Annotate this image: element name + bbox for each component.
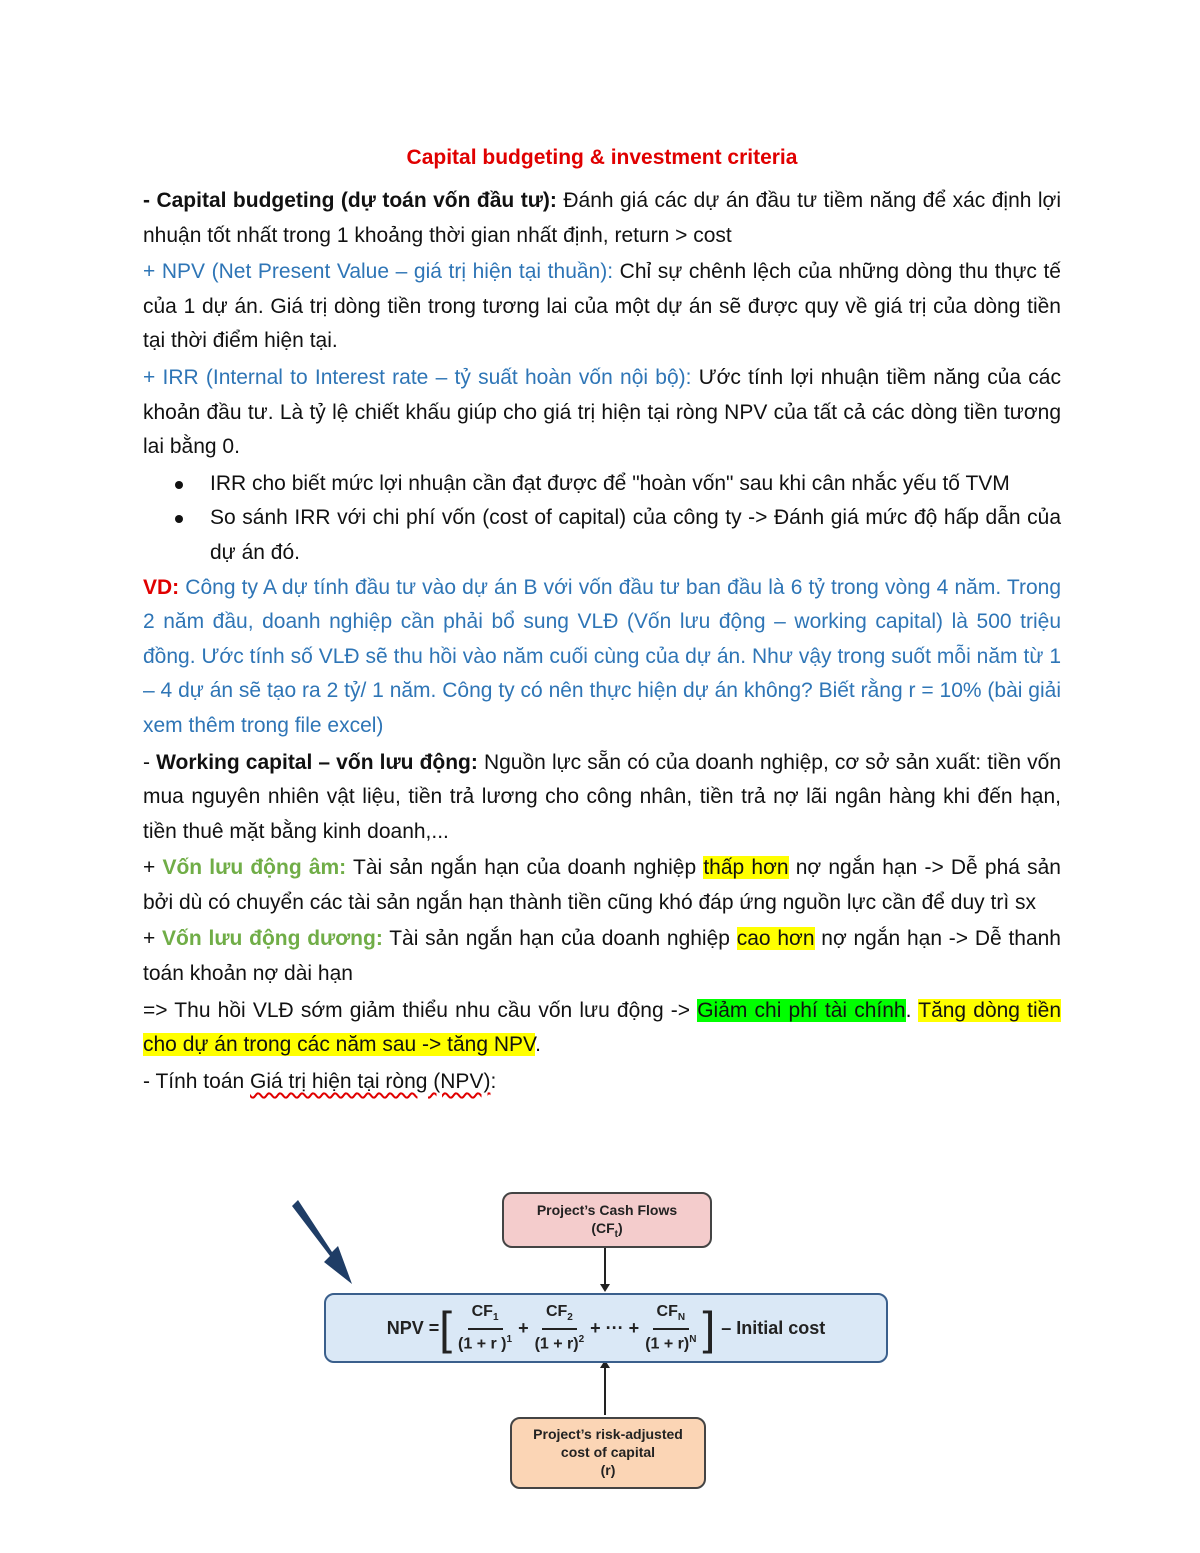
example-paragraph <box>143 571 1061 744</box>
cf-line1: Project’s Cash Flows <box>536 1202 678 1218</box>
capital-budgeting-term: - Capital budgeting (dự toán vốn đầu tư): <box>143 189 557 212</box>
initial-cost: – Initial cost <box>721 1318 826 1338</box>
highlight-lower: thấp hơn <box>703 856 789 880</box>
positive-wc-term: Vốn lưu động dương: <box>162 927 383 951</box>
irr-text: Ước tính lợi nhuận tiềm năng của các khoản đầu tư. Là tỷ lệ chiết khấu giúp cho giá trị hiện tại ròng NPV của tất cả các dòng tiền tương lai bằng 0. <box>143 365 1061 459</box>
conclusion-paragraph <box>143 994 1061 1063</box>
conclusion-text: => Thu hồi VLĐ sớm giảm thiểu nhu cầu vốn lưu động -> <box>143 998 698 1022</box>
working-capital-term: Working capital – vốn lưu động: <box>156 750 478 774</box>
irr-term: + IRR (Internal to Interest rate – tỷ suất hoàn vốn nội bộ): <box>143 365 692 389</box>
negative-wc-text-a: Tài sản ngắn hạn của doanh nghiệp <box>346 856 704 880</box>
fraction-1: $\frac{CF_1}{(1 + r )^1}$ <box>458 1302 513 1353</box>
capital-budgeting-paragraph <box>143 184 1061 253</box>
negative-wc-paragraph <box>143 851 1061 920</box>
fraction-n: $\frac{CF_N}{(1 + r)^N}$ <box>645 1302 697 1353</box>
capital-budgeting-text: Đánh giá các dự án đầu tư tiềm năng để xác định lợi nhuận tốt nhất trong 1 khoảng thời gian nhất định, return > cost <box>143 189 1061 247</box>
negative-wc-term: Vốn lưu động âm: <box>162 856 347 880</box>
npv-calc-paragraph <box>143 1065 1061 1100</box>
right-bracket: ] <box>702 1302 716 1354</box>
r-line2: cost of capital <box>560 1444 656 1460</box>
npv-diagram <box>290 1190 910 1490</box>
list-item: So sánh IRR với chi phí vốn (cost of capital) của công ty -> Đánh giá mức độ hấp dẫn của dự án đó. <box>210 501 1061 570</box>
pointer-arrow-icon <box>292 1200 352 1284</box>
cash-flows-box <box>502 1192 712 1248</box>
working-capital-paragraph <box>143 746 1061 850</box>
r-line1: Project’s risk-adjusted <box>533 1426 683 1442</box>
calc-end: : <box>490 1069 497 1093</box>
cf-arrowhead <box>600 1284 610 1292</box>
ellipsis: + ··· + <box>590 1318 640 1338</box>
example-text: Công ty A dự tính đầu tư vào dự án B với vốn đầu tư ban đầu là 6 tỷ trong vòng 4 năm. Trong 2 năm đầu, doanh nghiệp cần phải bổ sung VLĐ (Vốn lưu động – working capital) là 500 triệu đồng. Ước tính số VLĐ sẽ thu hồi vào năm cuối cùng của dự án. Như vậy trong suốt mỗi năm từ 1 – 4 dự án sẽ tạo ra 2 tỷ/ 1 năm. Công ty có nên thực hiện dự án không? Biết rằng r = 10% (bài giải xem thêm trong file excel) <box>143 575 1061 737</box>
highlight-reduce-cost: Giảm chi phí tài chính <box>697 998 906 1022</box>
page-title: Capital budgeting & investment criteria <box>406 146 798 169</box>
left-bracket: [ <box>439 1302 453 1354</box>
positive-wc-paragraph <box>143 922 1061 991</box>
positive-wc-text-b: nợ ngắn hạn -> Dễ thanh toán khoản nợ dài hạn <box>143 927 1061 986</box>
npv-text: Chỉ sự chênh lệch của những dòng thu thực tế của 1 dự án. Giá trị dòng tiền trong tương lai của một dự án sẽ được quy về giá trị của dòng tiền tại thời điểm hiện tại. <box>143 260 1061 353</box>
plus-sign: + <box>518 1318 529 1338</box>
cf-line2: $(CF_t)$ <box>591 1220 623 1240</box>
conclusion-dot: . <box>905 998 919 1022</box>
r-line3: (r) <box>600 1462 616 1478</box>
npv-formula <box>326 1295 886 1361</box>
list-item: IRR cho biết mức lợi nhuận cần đạt được để "hoàn vốn" sau khi cân nhắc yếu tố TVM <box>210 467 1061 502</box>
npv-term: + NPV (Net Present Value – giá trị hiện tại thuần): <box>143 260 614 284</box>
positive-wc-text-a: Tài sản ngắn hạn của doanh nghiệp <box>382 927 737 951</box>
highlight-increase-npv: Tăng dòng tiền cho dự án trong các năm sau -> tăng NPV <box>143 998 1062 1057</box>
npv-label: NPV = <box>386 1318 440 1338</box>
example-label: VD: <box>143 575 180 599</box>
irr-bullet-list <box>143 467 1061 571</box>
document-page <box>143 140 1061 1101</box>
fraction-2: $\frac{CF_2}{(1 + r)^2}$ <box>534 1302 585 1353</box>
neg-plus: + <box>143 856 163 880</box>
highlight-higher: cao hơn <box>736 927 815 951</box>
working-capital-text: Nguồn lực sẵn có của doanh nghiệp, cơ sở sản xuất: tiền vốn mua nguyên nhiên vật liệu, tiền trả lương cho công nhân, tiền trả nợ lãi ngân hàng khi đến hạn, tiền thuê mặt bằng kinh doanh,... <box>143 750 1061 843</box>
irr-paragraph <box>143 361 1061 465</box>
npv-formula-box <box>324 1293 888 1363</box>
calc-text: - Tính toán <box>143 1069 251 1093</box>
npv-paragraph <box>143 255 1061 359</box>
negative-wc-text-b: nợ ngắn hạn -> Dễ phá sản bởi dù có chuyển các tài sản ngắn hạn thành tiền cũng khó đáp ứng nguồn lực cần để duy trì sx <box>143 856 1061 914</box>
conclusion-end: . <box>535 1033 541 1057</box>
wc-dash: - <box>143 750 157 774</box>
risk-adjusted-box <box>510 1417 706 1489</box>
pos-plus: + <box>143 927 163 951</box>
npv-calc-term: Giá trị hiện tại ròng (NPV) <box>250 1069 491 1093</box>
